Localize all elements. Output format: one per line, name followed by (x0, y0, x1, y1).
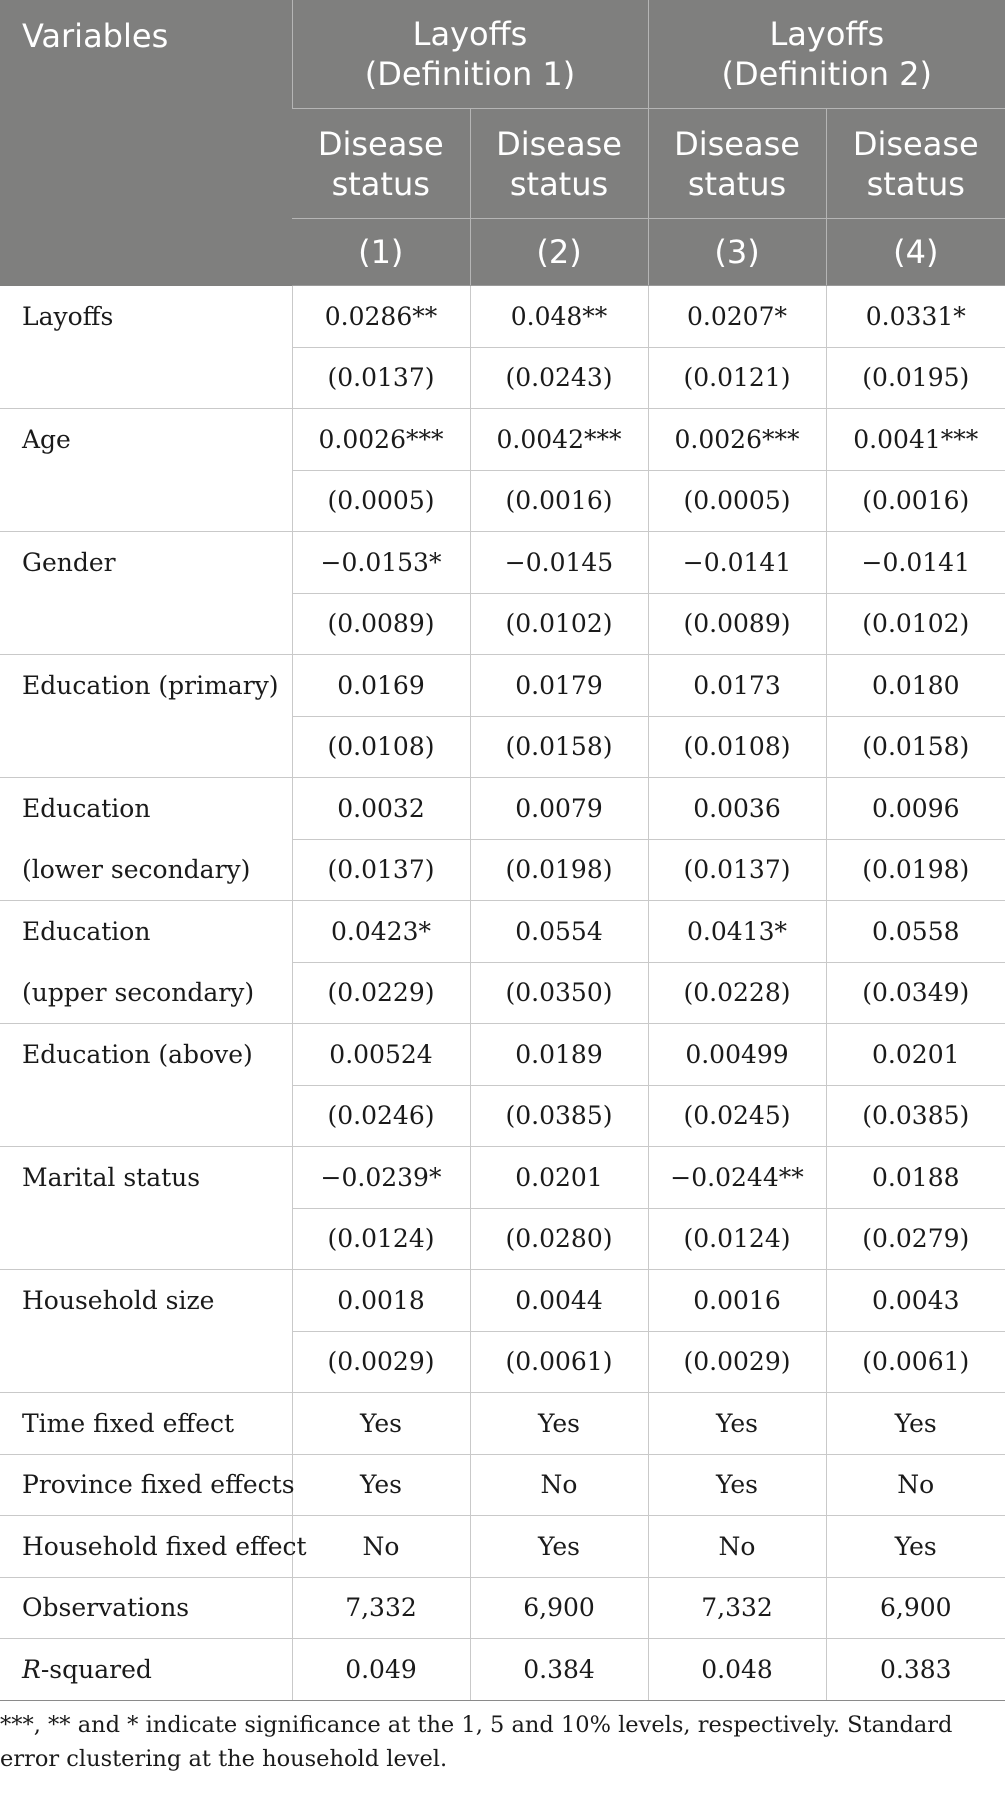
row-label-continued: (lower secondary) (0, 839, 292, 901)
standard-error-cell: (0.0005) (648, 470, 826, 532)
coefficient-cell: 0.048** (470, 286, 648, 348)
row-label (0, 1639, 292, 1701)
value-cell: Yes (292, 1454, 470, 1516)
standard-error-cell: (0.0137) (292, 839, 470, 901)
standard-error-cell: (0.0385) (826, 1085, 1005, 1147)
row-label: Marital status (0, 1147, 292, 1270)
standard-error-cell: (0.0158) (470, 716, 648, 778)
coefficient-cell: 0.0180 (826, 655, 1005, 717)
standard-error-cell: (0.0029) (648, 1331, 826, 1393)
coefficient-cell: 0.00499 (648, 1024, 826, 1086)
group-header-definition-1 (292, 0, 648, 109)
value-cell: 0.383 (826, 1639, 1005, 1701)
row-label: Education (22, 917, 151, 946)
standard-error-cell: (0.0195) (826, 347, 1005, 409)
standard-error-cell: (0.0121) (648, 347, 826, 409)
value-cell: 7,332 (648, 1577, 826, 1639)
table-row-rsquared (0, 1639, 1005, 1701)
rsquared-label-italic: R (22, 1654, 41, 1684)
value-cell: 7,332 (292, 1577, 470, 1639)
coefficient-cell: 0.0201 (826, 1024, 1005, 1086)
table-row (0, 1577, 1005, 1639)
column-number-3: (3) (648, 219, 826, 286)
table-row (0, 778, 1005, 840)
standard-error-cell: (0.0016) (470, 470, 648, 532)
standard-error-cell: (0.0061) (826, 1331, 1005, 1393)
rsquared-label-rest: -squared (40, 1654, 152, 1684)
standard-error-cell: (0.0245) (648, 1085, 826, 1147)
standard-error-cell: (0.0108) (292, 716, 470, 778)
standard-error-cell: (0.0229) (292, 962, 470, 1024)
coefficient-cell: 0.0188 (826, 1147, 1005, 1209)
standard-error-cell: (0.0089) (648, 593, 826, 655)
table-row-se (0, 839, 1005, 901)
table-row (0, 1024, 1005, 1086)
coefficient-cell: 0.0026*** (648, 409, 826, 471)
coefficient-cell: 0.0201 (470, 1147, 648, 1209)
value-cell: No (470, 1454, 648, 1516)
coefficient-cell: 0.0189 (470, 1024, 648, 1086)
standard-error-cell: (0.0102) (826, 593, 1005, 655)
standard-error-cell: (0.0198) (470, 839, 648, 901)
table-row (0, 1147, 1005, 1209)
standard-error-cell: (0.0385) (470, 1085, 648, 1147)
value-cell: 6,900 (826, 1577, 1005, 1639)
row-label: Education (22, 794, 151, 823)
row-label-continued: (upper secondary) (0, 962, 292, 1024)
table-row (0, 655, 1005, 717)
coefficient-cell: −0.0145 (470, 532, 648, 594)
coefficient-cell: 0.0036 (648, 778, 826, 840)
group-header-title: Layoffs (769, 15, 885, 53)
row-label: Observations (0, 1577, 292, 1639)
coefficient-cell: 0.0043 (826, 1270, 1005, 1332)
variables-header: Variables (0, 0, 292, 286)
coefficient-cell: −0.0239* (292, 1147, 470, 1209)
coefficient-cell: 0.0096 (826, 778, 1005, 840)
dependent-variable-header-1: Disease status (292, 109, 470, 219)
row-label: Province fixed effects (0, 1454, 292, 1516)
value-cell: No (826, 1454, 1005, 1516)
coefficient-cell: 0.0558 (826, 901, 1005, 963)
coefficient-cell: 0.0016 (648, 1270, 826, 1332)
coefficient-cell: −0.0141 (826, 532, 1005, 594)
value-cell: Yes (470, 1516, 648, 1578)
coefficient-cell: 0.0032 (292, 778, 470, 840)
row-label: Household fixed effect (0, 1516, 292, 1578)
table-header (0, 0, 1005, 286)
value-cell: 0.049 (292, 1639, 470, 1701)
standard-error-cell: (0.0243) (470, 347, 648, 409)
table-footnote: ***, ** and * indicate significance at the 1, 5 and 10% levels, respectively. Standard error clustering at the household level. (0, 1712, 953, 1772)
value-cell: Yes (826, 1516, 1005, 1578)
standard-error-cell: (0.0349) (826, 962, 1005, 1024)
standard-error-cell: (0.0137) (292, 347, 470, 409)
standard-error-cell: (0.0279) (826, 1208, 1005, 1270)
coefficient-cell: 0.0173 (648, 655, 826, 717)
dependent-variable-header-2: Disease status (470, 109, 648, 219)
group-header-definition-2 (648, 0, 1005, 109)
coefficient-cell: −0.0244** (648, 1147, 826, 1209)
standard-error-cell: (0.0228) (648, 962, 826, 1024)
standard-error-cell: (0.0280) (470, 1208, 648, 1270)
standard-error-cell: (0.0198) (826, 839, 1005, 901)
group-header-subtitle: (Definition 2) (721, 55, 932, 93)
dependent-variable-header-3: Disease status (648, 109, 826, 219)
standard-error-cell: (0.0137) (648, 839, 826, 901)
coefficient-cell: 0.0018 (292, 1270, 470, 1332)
standard-error-cell: (0.0061) (470, 1331, 648, 1393)
coefficient-cell: 0.0042*** (470, 409, 648, 471)
table-body (0, 286, 1005, 1701)
standard-error-cell: (0.0158) (826, 716, 1005, 778)
coefficient-cell: 0.0079 (470, 778, 648, 840)
standard-error-cell: (0.0102) (470, 593, 648, 655)
coefficient-cell: 0.0169 (292, 655, 470, 717)
value-cell: Yes (648, 1393, 826, 1455)
column-number-1: (1) (292, 219, 470, 286)
group-header-title: Layoffs (412, 15, 528, 53)
dependent-variable-header-4: Disease status (826, 109, 1005, 219)
table-row (0, 409, 1005, 471)
coefficient-cell: 0.0423* (292, 901, 470, 963)
value-cell: No (292, 1516, 470, 1578)
coefficient-cell: 0.00524 (292, 1024, 470, 1086)
coefficient-cell: 0.0554 (470, 901, 648, 963)
column-number-2: (2) (470, 219, 648, 286)
row-label: Household size (0, 1270, 292, 1393)
standard-error-cell: (0.0246) (292, 1085, 470, 1147)
row-label: Education (above) (0, 1024, 292, 1147)
value-cell: Yes (648, 1454, 826, 1516)
value-cell: Yes (826, 1393, 1005, 1455)
standard-error-cell: (0.0005) (292, 470, 470, 532)
coefficient-cell: 0.0026*** (292, 409, 470, 471)
table-row-se (0, 962, 1005, 1024)
table-row (0, 1393, 1005, 1455)
row-label: Age (0, 409, 292, 532)
group-header-subtitle: (Definition 1) (364, 55, 576, 93)
coefficient-cell: 0.0044 (470, 1270, 648, 1332)
value-cell: No (648, 1516, 826, 1578)
coefficient-cell: 0.0286** (292, 286, 470, 348)
value-cell: Yes (292, 1393, 470, 1455)
coefficient-cell: −0.0153* (292, 532, 470, 594)
standard-error-cell: (0.0089) (292, 593, 470, 655)
standard-error-cell: (0.0124) (292, 1208, 470, 1270)
table-row (0, 901, 1005, 963)
table-row (0, 1454, 1005, 1516)
standard-error-cell: (0.0124) (648, 1208, 826, 1270)
standard-error-cell: (0.0350) (470, 962, 648, 1024)
table-row (0, 532, 1005, 594)
row-label: Gender (0, 532, 292, 655)
coefficient-cell: 0.0179 (470, 655, 648, 717)
coefficient-cell: 0.0331* (826, 286, 1005, 348)
standard-error-cell: (0.0016) (826, 470, 1005, 532)
standard-error-cell: (0.0029) (292, 1331, 470, 1393)
row-label: Time fixed effect (0, 1393, 292, 1455)
table-row (0, 1270, 1005, 1332)
coefficient-cell: 0.0041*** (826, 409, 1005, 471)
row-label: Education (primary) (0, 655, 292, 778)
value-cell: 6,900 (470, 1577, 648, 1639)
value-cell: 0.048 (648, 1639, 826, 1701)
value-cell: 0.384 (470, 1639, 648, 1701)
column-number-4: (4) (826, 219, 1005, 286)
value-cell: Yes (470, 1393, 648, 1455)
coefficient-cell: 0.0413* (648, 901, 826, 963)
table-row (0, 286, 1005, 348)
standard-error-cell: (0.0108) (648, 716, 826, 778)
coefficient-cell: 0.0207* (648, 286, 826, 348)
row-label: Layoffs (0, 286, 292, 409)
table-row (0, 1516, 1005, 1578)
coefficient-cell: −0.0141 (648, 532, 826, 594)
